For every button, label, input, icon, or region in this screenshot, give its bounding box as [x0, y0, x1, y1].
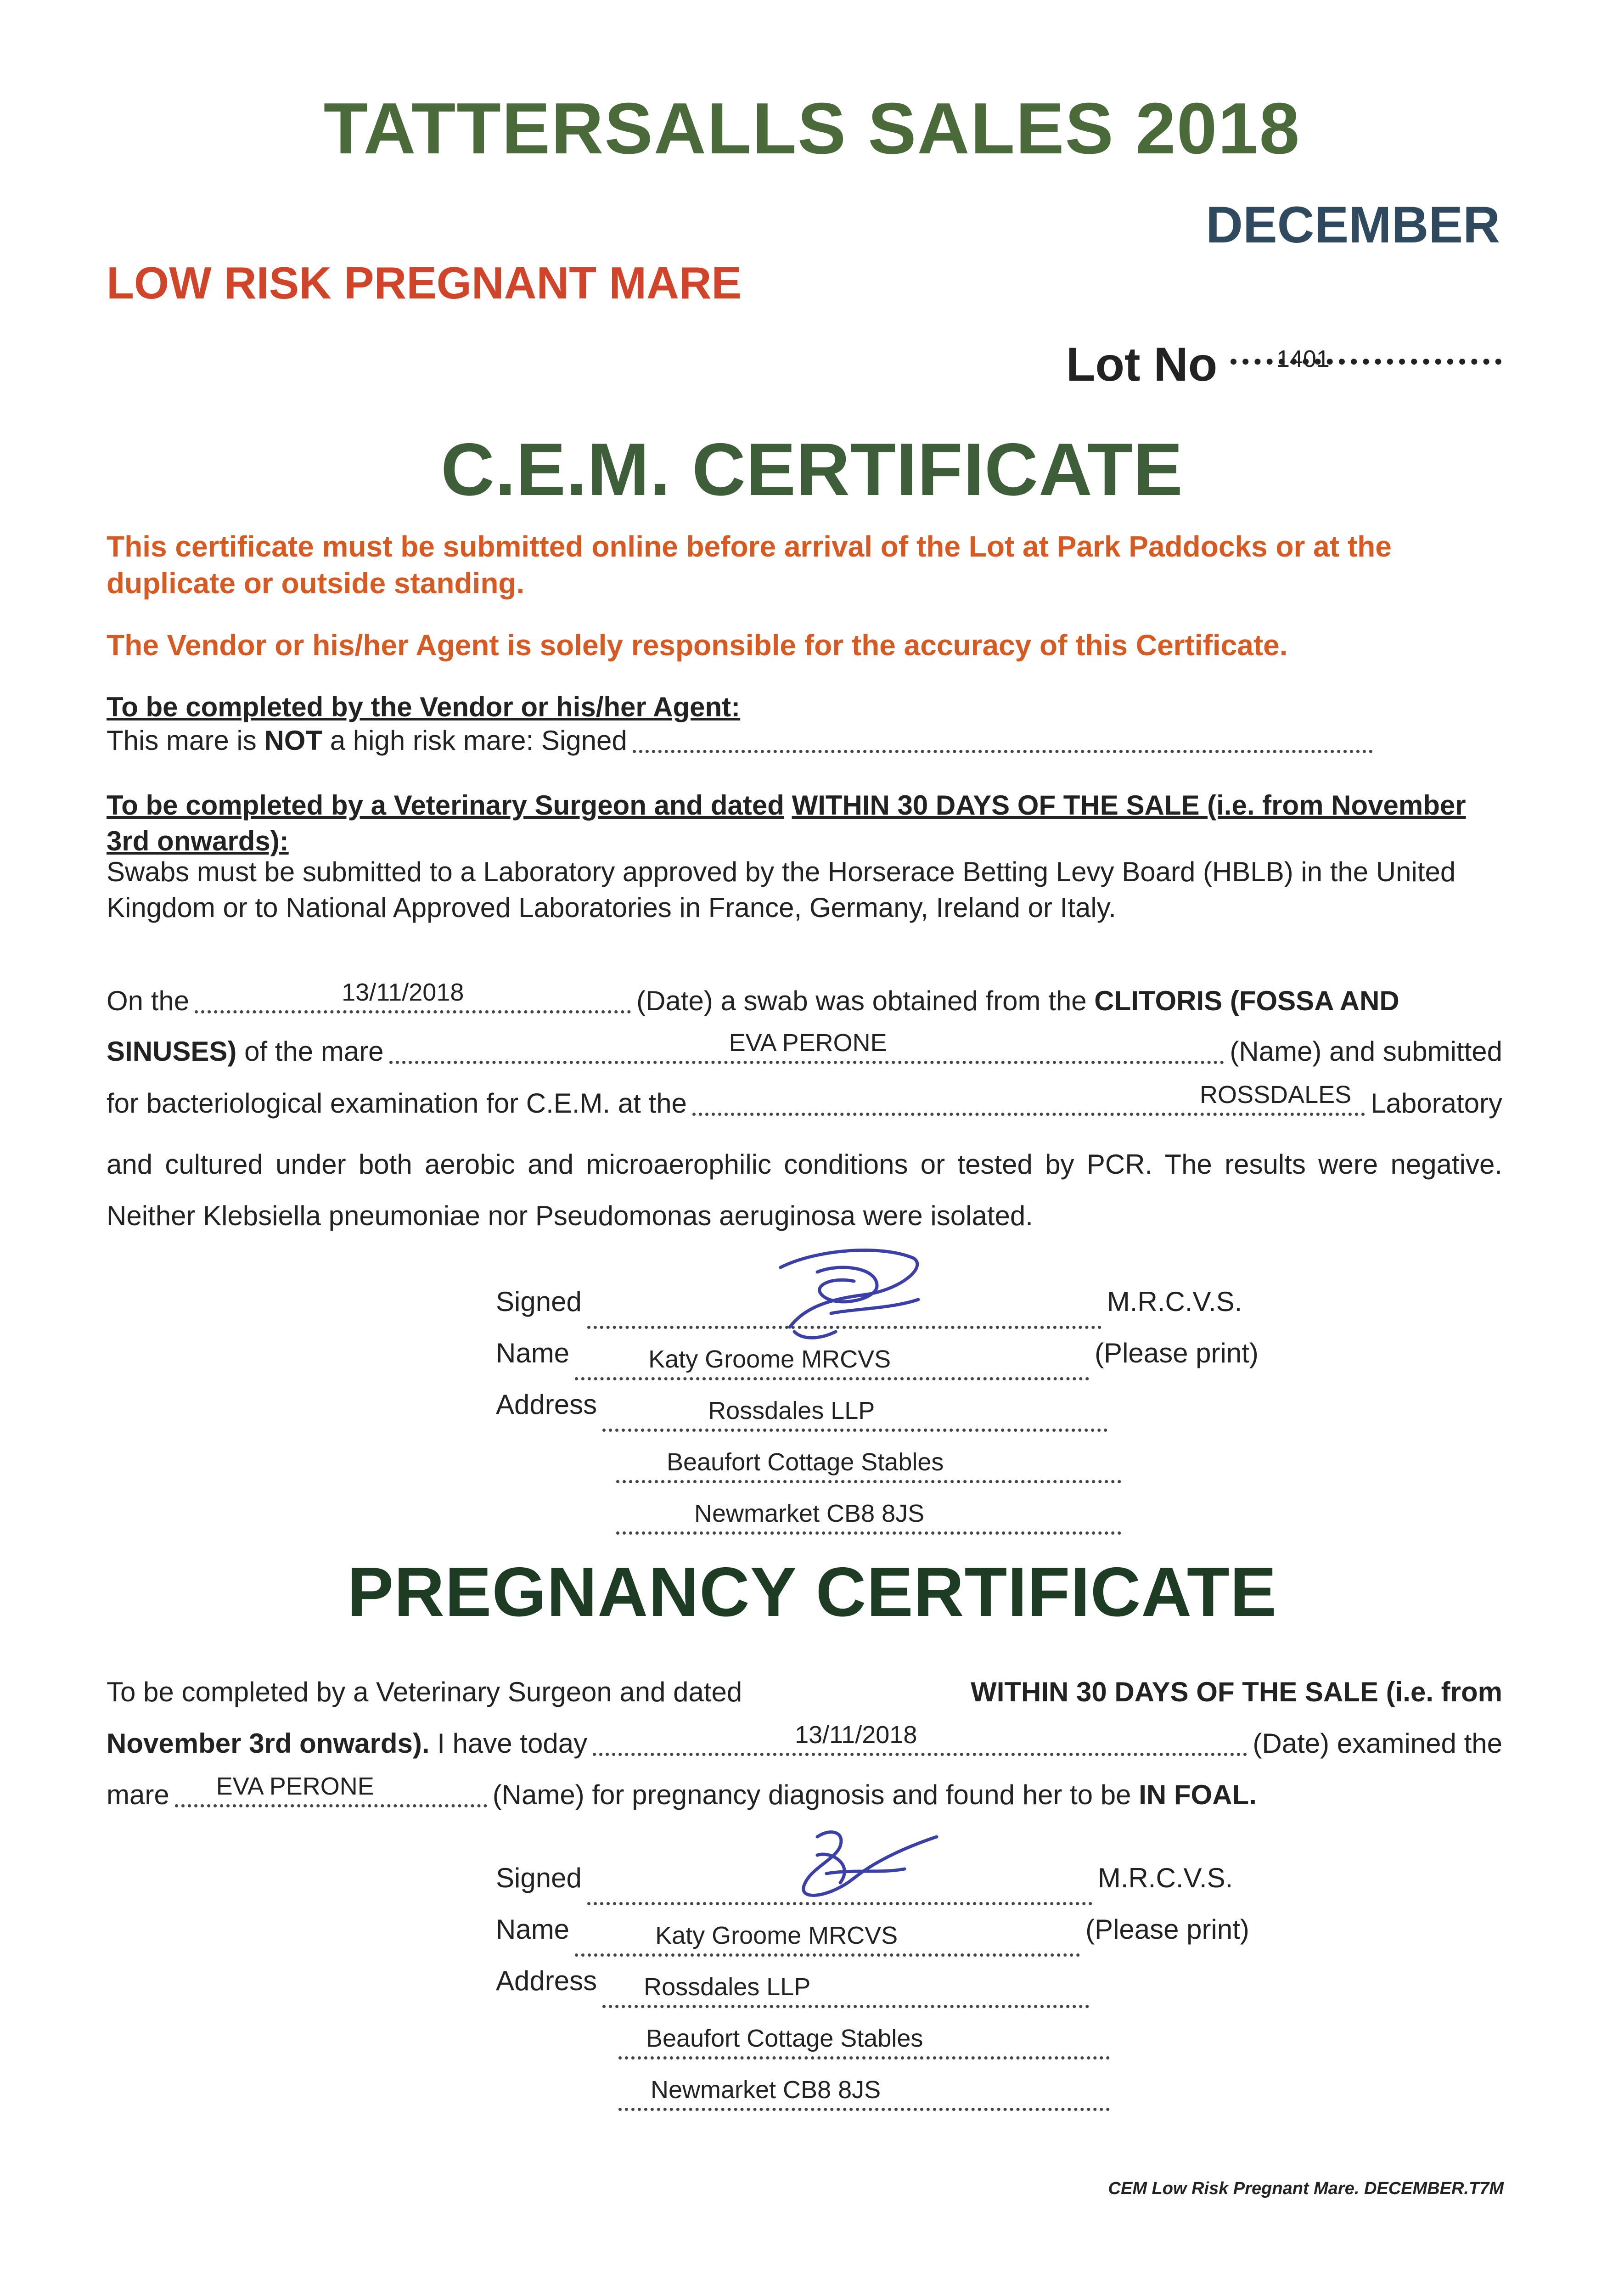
submission-notice: This certificate must be submitted online before arrival of the Lot at Park Paddocks or at the duplicate or outside standing. — [107, 530, 1392, 600]
november-text: November 3rd onwards). — [107, 1728, 430, 1759]
pregnancy-date-line — [107, 1721, 1502, 1764]
mare-label: mare — [107, 1779, 169, 1810]
clitoris-text: CLITORIS (FOSSA AND — [1094, 985, 1399, 1016]
cem-vet-name-field[interactable] — [575, 1345, 1089, 1380]
vet-heading-text-b: WITHIN 30 DAYS OF THE SALE (i.e. from November 3rd onwards): — [107, 790, 1466, 856]
pregnancy-mare-field[interactable] — [175, 1773, 487, 1807]
preg-vet-name-field[interactable] — [575, 1922, 1080, 1957]
swab-date-line — [107, 979, 1502, 1022]
laboratory-value: ROSSDALES — [1200, 1081, 1352, 1109]
sinuses-text: SINUSES) — [107, 1036, 237, 1067]
date-examined-text: (Date) examined the — [1253, 1728, 1502, 1759]
vendor-declaration-line — [107, 725, 1378, 761]
vet-heading-text-a: To be completed by a Veterinary Surgeon and dated — [107, 790, 784, 821]
cem-name-label: Name — [496, 1338, 570, 1368]
pregnancy-mare-value: EVA PERONE — [216, 1773, 374, 1800]
lot-number-label: Lot No — [1066, 338, 1218, 391]
date-text: (Date) a swab was obtained from the — [636, 985, 1087, 1016]
preg-address-label: Address — [496, 1965, 597, 1996]
cem-vet-signature — [762, 1240, 937, 1345]
cem-address-field-2[interactable] — [616, 1448, 1121, 1483]
cem-signed-label: Signed — [496, 1286, 582, 1317]
cem-address-2-value: Beaufort Cottage Stables — [667, 1448, 944, 1476]
cem-address-field-3[interactable] — [616, 1500, 1121, 1535]
preg-vet-name-value: Katy Groome MRCVS — [655, 1922, 898, 1949]
vendor-declaration-not: NOT — [264, 725, 323, 756]
form-reference: CEM Low Risk Pregnant Mare. DECEMBER.T7M — [1108, 2179, 1504, 2198]
vendor-declaration-text-a: This mare is — [107, 725, 257, 756]
swab-date-field[interactable] — [195, 979, 631, 1013]
cem-certificate-title: C.E.M. CERTIFICATE — [441, 428, 1183, 511]
pregnancy-intro-text-a: To be completed by a Veterinary Surgeon and dated — [107, 1677, 742, 1707]
pregnancy-diagnosis-text: (Name) for pregnancy diagnosis and found her to be — [492, 1779, 1131, 1810]
have-today-text: I have today — [437, 1728, 588, 1759]
cem-address-1-value: Rossdales LLP — [708, 1397, 875, 1424]
preg-address-row-2 — [496, 2016, 1249, 2068]
of-mare-text: of the mare — [244, 1036, 384, 1067]
cem-address-label: Address — [496, 1389, 597, 1420]
preg-name-row — [496, 1913, 1249, 1965]
laboratory-text: Laboratory — [1371, 1088, 1502, 1119]
mare-name-field[interactable] — [389, 1029, 1225, 1064]
vendor-signature-field[interactable] — [633, 749, 1373, 753]
lot-number-line — [1231, 358, 1501, 365]
name-submitted-text: (Name) and submitted — [1230, 1036, 1502, 1067]
pregnancy-vet-signature — [790, 1818, 946, 1910]
exam-date-field[interactable] — [593, 1721, 1247, 1756]
risk-category: LOW RISK PREGNANT MARE — [107, 258, 742, 308]
cem-address-row-1 — [496, 1389, 1259, 1440]
mare-name-value: EVA PERONE — [729, 1029, 887, 1057]
preg-address-1-value: Rossdales LLP — [644, 1973, 811, 2001]
lot-number-value: 1401 — [1276, 346, 1330, 372]
sale-month: DECEMBER — [1206, 196, 1500, 253]
cem-address-3-value: Newmarket CB8 8JS — [694, 1500, 925, 1527]
preg-address-field-1[interactable] — [602, 1973, 1089, 2008]
results-text: and cultured under both aerobic and microaerophilic conditions or tested by PCR. The results were negative. Neither Klebsiella pneumoniae nor Pseudomonas aeruginosa were isolated. — [107, 1149, 1502, 1231]
cem-please-print: (Please print) — [1095, 1338, 1259, 1368]
vendor-section — [107, 691, 740, 723]
preg-name-label: Name — [496, 1914, 570, 1945]
vendor-section-heading: To be completed by the Vendor or his/her Agent: — [107, 692, 741, 722]
in-foal-text: IN FOAL. — [1139, 1779, 1257, 1810]
preg-address-row-3 — [496, 2068, 1249, 2119]
vet-section-heading — [107, 788, 1502, 859]
responsibility-notice: The Vendor or his/her Agent is solely responsible for the accuracy of this Certificate. — [107, 629, 1288, 662]
for-exam-text: for bacteriological examination for C.E.M. at the — [107, 1088, 687, 1119]
cem-address-row-2 — [496, 1440, 1259, 1491]
cem-mrcvs-label: M.R.C.V.S. — [1107, 1286, 1242, 1317]
pregnancy-intro-line — [107, 1676, 1502, 1713]
preg-mrcvs-label: M.R.C.V.S. — [1097, 1863, 1233, 1893]
laboratory-field[interactable] — [692, 1081, 1365, 1116]
cem-address-row-3 — [496, 1491, 1259, 1543]
preg-address-row-1 — [496, 1965, 1249, 2016]
cem-address-field-1[interactable] — [602, 1397, 1107, 1432]
vendor-declaration-text-b: a high risk mare: Signed — [330, 725, 627, 756]
preg-signed-label: Signed — [496, 1863, 582, 1893]
vet-instructions: Swabs must be submitted to a Laboratory approved by the Horserace Betting Levy Board (HBLB) in the United Kingdom or to National Approved Laboratories in France, Germany, Ireland or Italy. — [107, 856, 1456, 923]
pregnancy-intro-text-b: WITHIN 30 DAYS OF THE SALE (i.e. from — [971, 1677, 1502, 1707]
mare-name-line — [107, 1029, 1502, 1072]
pregnancy-mare-line — [107, 1773, 1502, 1816]
preg-address-3-value: Newmarket CB8 8JS — [651, 2076, 881, 2104]
on-the-text: On the — [107, 985, 190, 1016]
cem-vet-name-value: Katy Groome MRCVS — [648, 1345, 891, 1373]
laboratory-line — [107, 1081, 1502, 1124]
preg-address-field-3[interactable] — [618, 2076, 1110, 2111]
swab-date-value: 13/11/2018 — [342, 979, 464, 1006]
preg-address-field-2[interactable] — [618, 2025, 1110, 2060]
preg-address-2-value: Beaufort Cottage Stables — [646, 2025, 923, 2052]
pregnancy-certificate-title: PREGNANCY CERTIFICATE — [347, 1553, 1277, 1631]
exam-date-value: 13/11/2018 — [795, 1721, 917, 1749]
document-title: TATTERSALLS SALES 2018 — [323, 88, 1301, 169]
preg-please-print: (Please print) — [1085, 1914, 1249, 1945]
